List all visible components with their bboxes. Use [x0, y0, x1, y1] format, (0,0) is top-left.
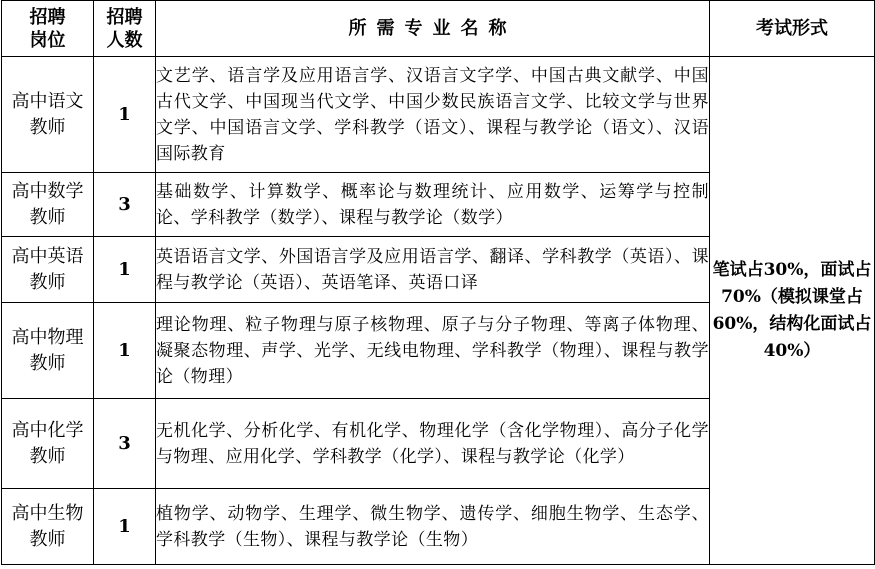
exam-form: 笔试占30%，面试占70%（模拟课堂占60%，结构化面试占40%）: [710, 57, 875, 565]
post-count: 1: [94, 303, 156, 399]
post-name: 高中生物教师: [2, 489, 94, 565]
post-name: 高中化学教师: [2, 399, 94, 489]
post-name: 高中英语教师: [2, 237, 94, 303]
required-majors: 植物学、动物学、生理学、微生物学、遗传学、细胞生物学、生态学、学科教学（生物）、课程与教学论（生物）: [156, 489, 710, 565]
required-majors: 英语语言文学、外国语言学及应用语言学、翻译、学科教学（英语）、课程与教学论（英语）、英语笔译、英语口译: [156, 237, 710, 303]
required-majors: 理论物理、粒子物理与原子核物理、原子与分子物理、等离子体物理、凝聚态物理、声学、光学、无线电物理、学科教学（物理）、课程与教学论（物理）: [156, 303, 710, 399]
header-majors: 所需专业名称: [156, 1, 710, 57]
post-name: 高中数学教师: [2, 173, 94, 237]
post-count: 1: [94, 489, 156, 565]
post-count: 1: [94, 237, 156, 303]
header-post: 招聘岗位: [2, 1, 94, 57]
required-majors: 基础数学、计算数学、概率论与数理统计、应用数学、运筹学与控制论、学科教学（数学）、课程与教学论（数学）: [156, 173, 710, 237]
post-count: 3: [94, 399, 156, 489]
table-header-row: [2, 1, 875, 57]
header-exam: 考试形式: [710, 1, 875, 57]
recruitment-table: [1, 0, 875, 565]
post-count: 1: [94, 57, 156, 173]
required-majors: 文艺学、语言学及应用语言学、汉语言文字学、中国古典文献学、中国古代文学、中国现当代文学、中国少数民族语言文学、比较文学与世界文学、中国语言文学、学科教学（语文）、课程与教学论（语文）、汉语国际教育: [156, 57, 710, 173]
table-row: [2, 57, 875, 173]
header-count: 招聘人数: [94, 1, 156, 57]
post-name: 高中语文教师: [2, 57, 94, 173]
post-count: 3: [94, 173, 156, 237]
required-majors: 无机化学、分析化学、有机化学、物理化学（含化学物理）、高分子化学与物理、应用化学、学科教学（化学）、课程与教学论（化学）: [156, 399, 710, 489]
post-name: 高中物理教师: [2, 303, 94, 399]
